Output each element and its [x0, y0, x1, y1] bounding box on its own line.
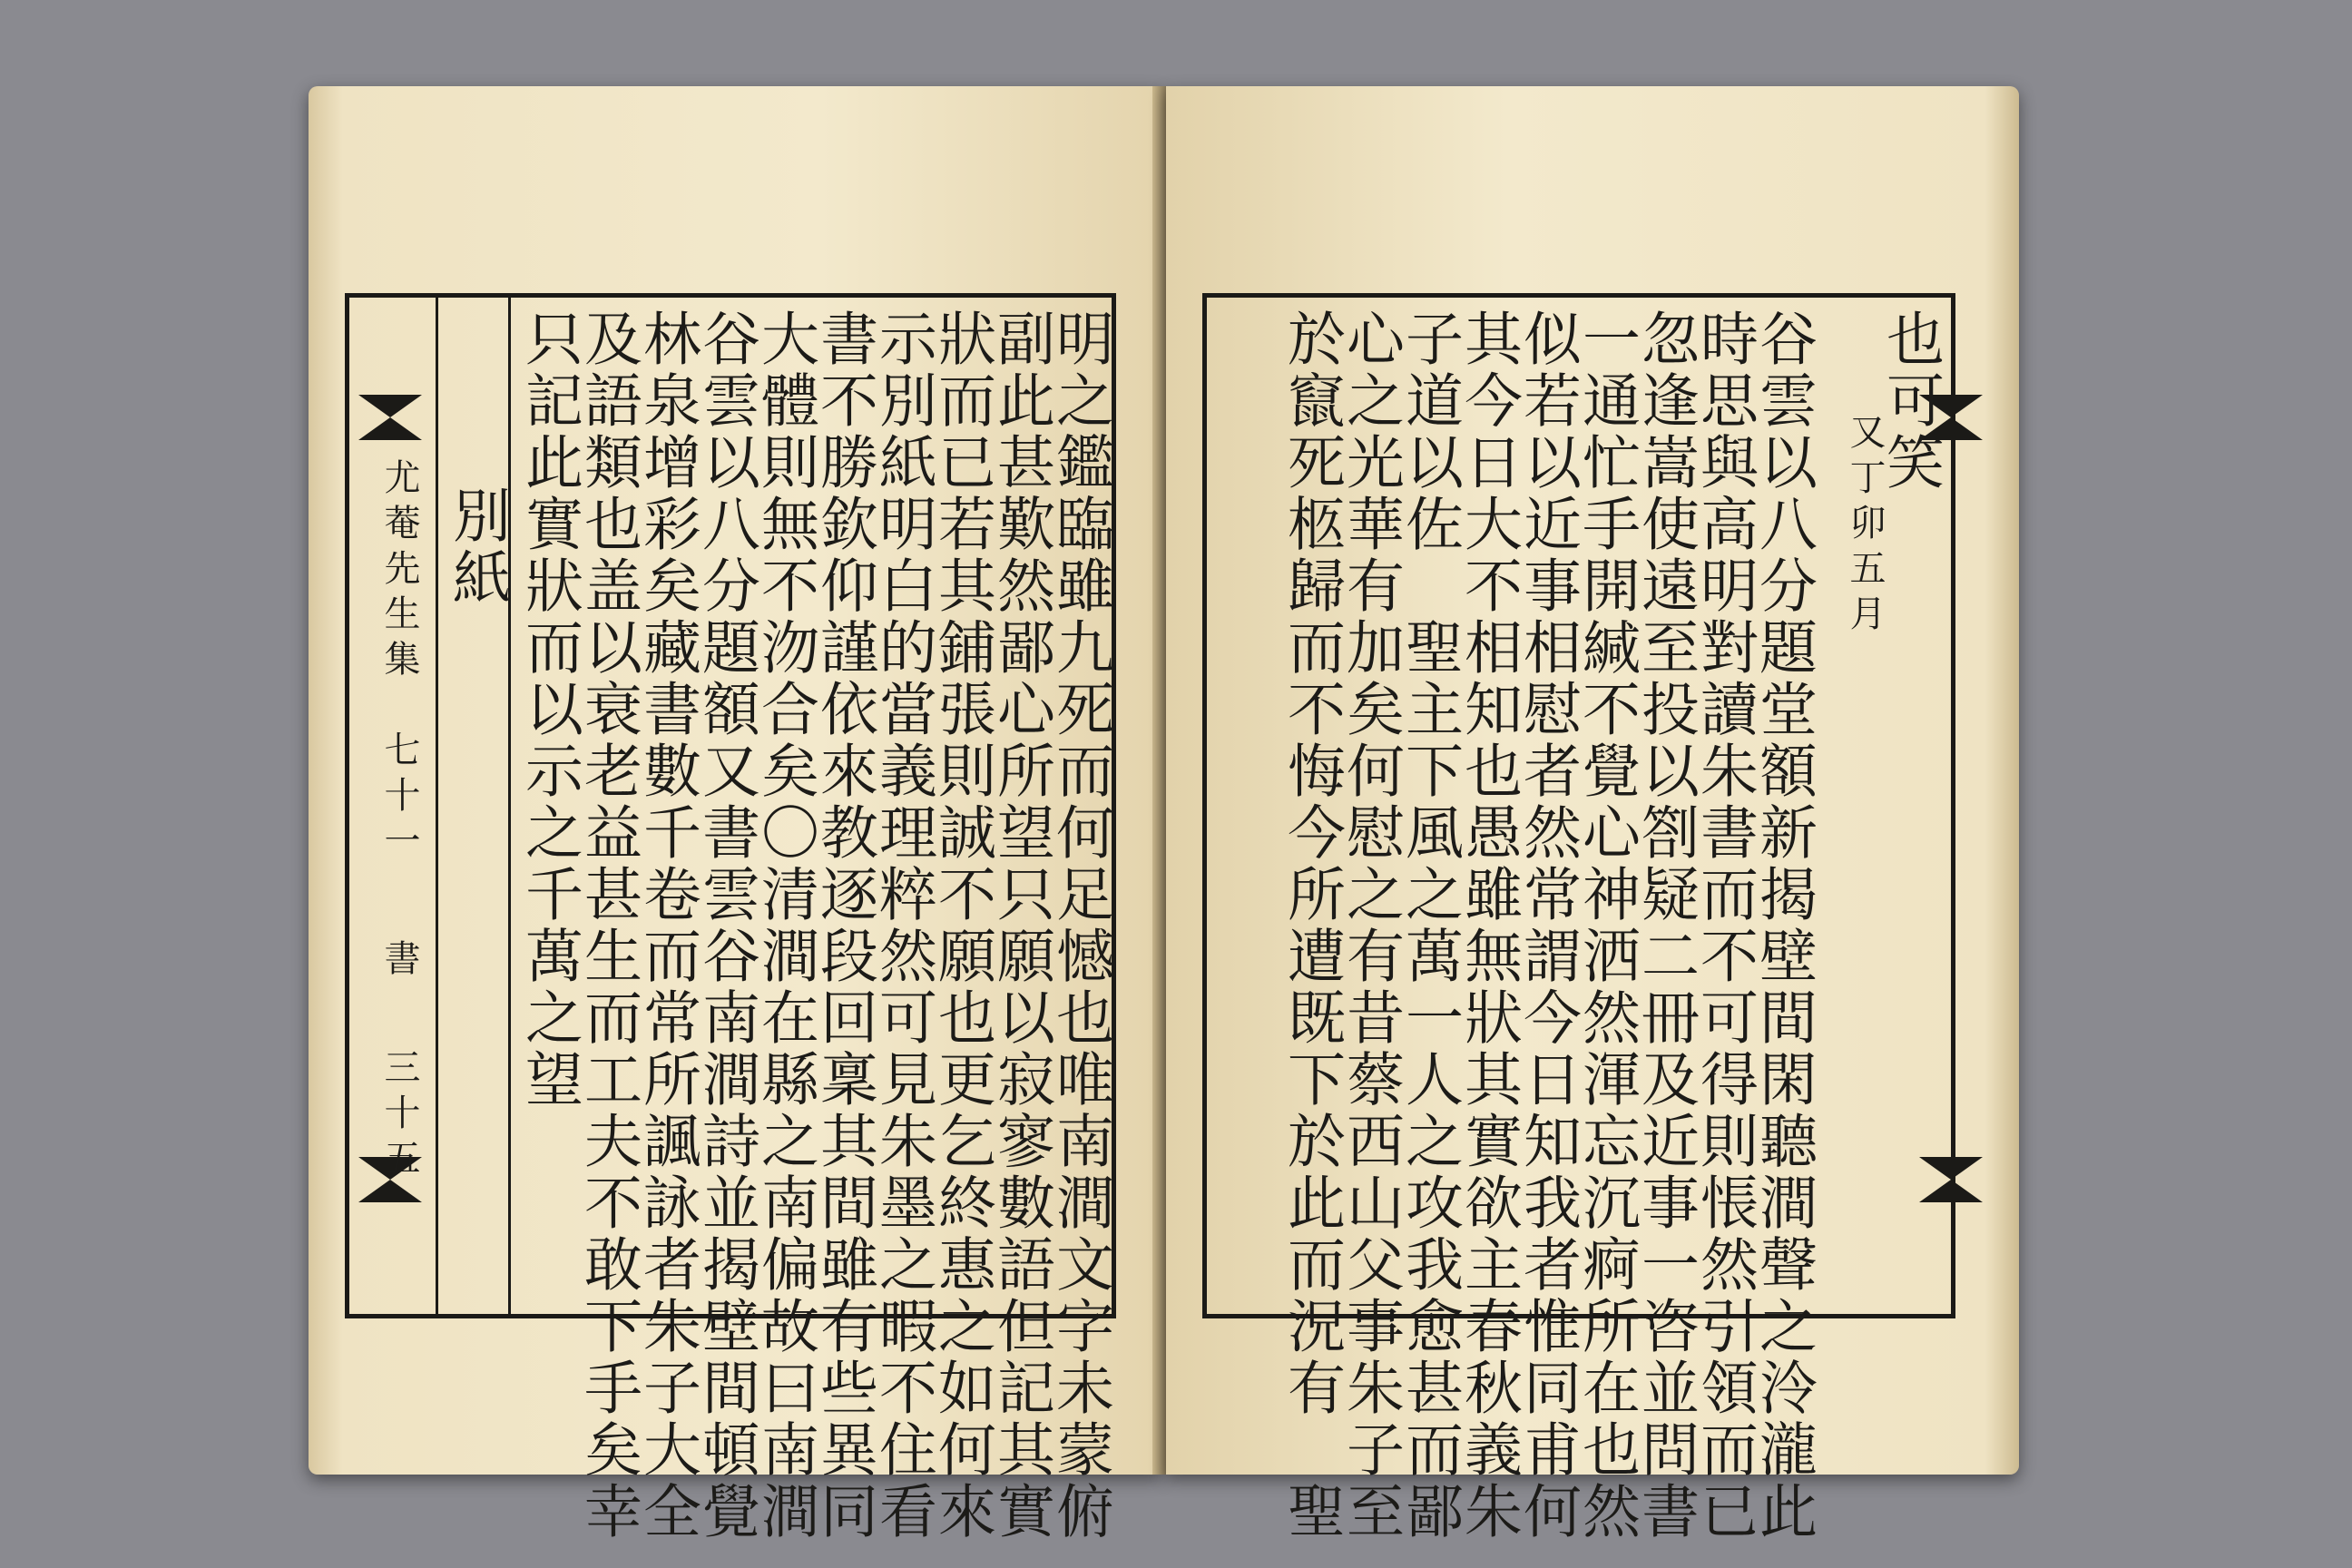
letter-date: 又丁卯五月 [1844, 413, 1886, 640]
margin-section: 書 [378, 939, 420, 985]
open-book [309, 86, 2019, 1543]
text-column: 林泉增彩矣藏書數千卷而常所諷詠者朱子大全 [633, 309, 701, 1543]
text-column: 子道以佐 聖主下風之萬一人之攻我愈甚而鄙 [1396, 309, 1463, 1543]
fish-tail-bottom-icon [1919, 1157, 1983, 1202]
fish-tail-top-icon [358, 395, 422, 440]
margin-page-number: 三十五 [378, 1048, 420, 1184]
text-column: 副此甚歎然鄙心所望只願以寂寥數語但記其實 [987, 309, 1054, 1543]
text-column: 忽逢嵩使遠至投以劄疑二冊及近事一咨並問書 [1632, 309, 1699, 1543]
text-column: 大體則無不沕合矣〇清澗在縣之南偏故曰南澗 [751, 309, 818, 1543]
text-column: 時思與高明對讀朱書而不可得則悵然引領而已 [1690, 309, 1758, 1543]
left-margin-rule [436, 293, 438, 1318]
text-column: 於竄死柩歸而不悔今所遭既下於此而況有 聖 [1278, 309, 1345, 1543]
section-heading: 別紙 [443, 485, 510, 609]
text-column: 谷雲以八分題堂額新揭壁間閑聽澗聲之泠瀧此 [1749, 309, 1817, 1543]
text-column: 狀而已若其鋪張則誠不願也更乞終惠之如何來 [928, 309, 995, 1543]
text-column: 只記此實狀而以示之千萬之望 [515, 309, 583, 1111]
text-column: 其今日大不相知也愚雖無狀其實欲主春秋義朱 [1455, 309, 1522, 1543]
text-column: 似若以近事相慰者然常謂今日知我者惟同甫何 [1514, 309, 1581, 1543]
left-page [309, 86, 1161, 1543]
text-column: 書不勝欽仰謹依來教逐段回稟其間雖有些異同 [810, 309, 877, 1543]
text-column: 谷雲以八分題額又書雲谷南澗詩並揭壁間頓覺 [692, 309, 760, 1543]
text-column: 明之鑑臨雖九死而何足憾也唯南澗文字未蒙俯 [1046, 309, 1113, 1543]
text-column: 也可笑 [1877, 309, 1944, 494]
margin-volume: 七十一 [378, 730, 420, 867]
text-column: 示別紙明白的當義理粹然可見朱墨之暇不住看 [869, 309, 936, 1543]
margin-book-title: 尤菴先生集 [378, 458, 420, 685]
right-page [1166, 86, 2019, 1543]
text-column: 心之光華有加矣何慰之有昔蔡西山父事朱子至 [1337, 309, 1404, 1543]
text-column: 及語類也盖以衰老益甚生而工夫不敢下手矣幸 [574, 309, 642, 1543]
left-heading-rule [508, 293, 511, 1318]
text-column: 一通忙手開緘不覺心神洒然渾忘沉痾所在也然 [1573, 309, 1640, 1543]
